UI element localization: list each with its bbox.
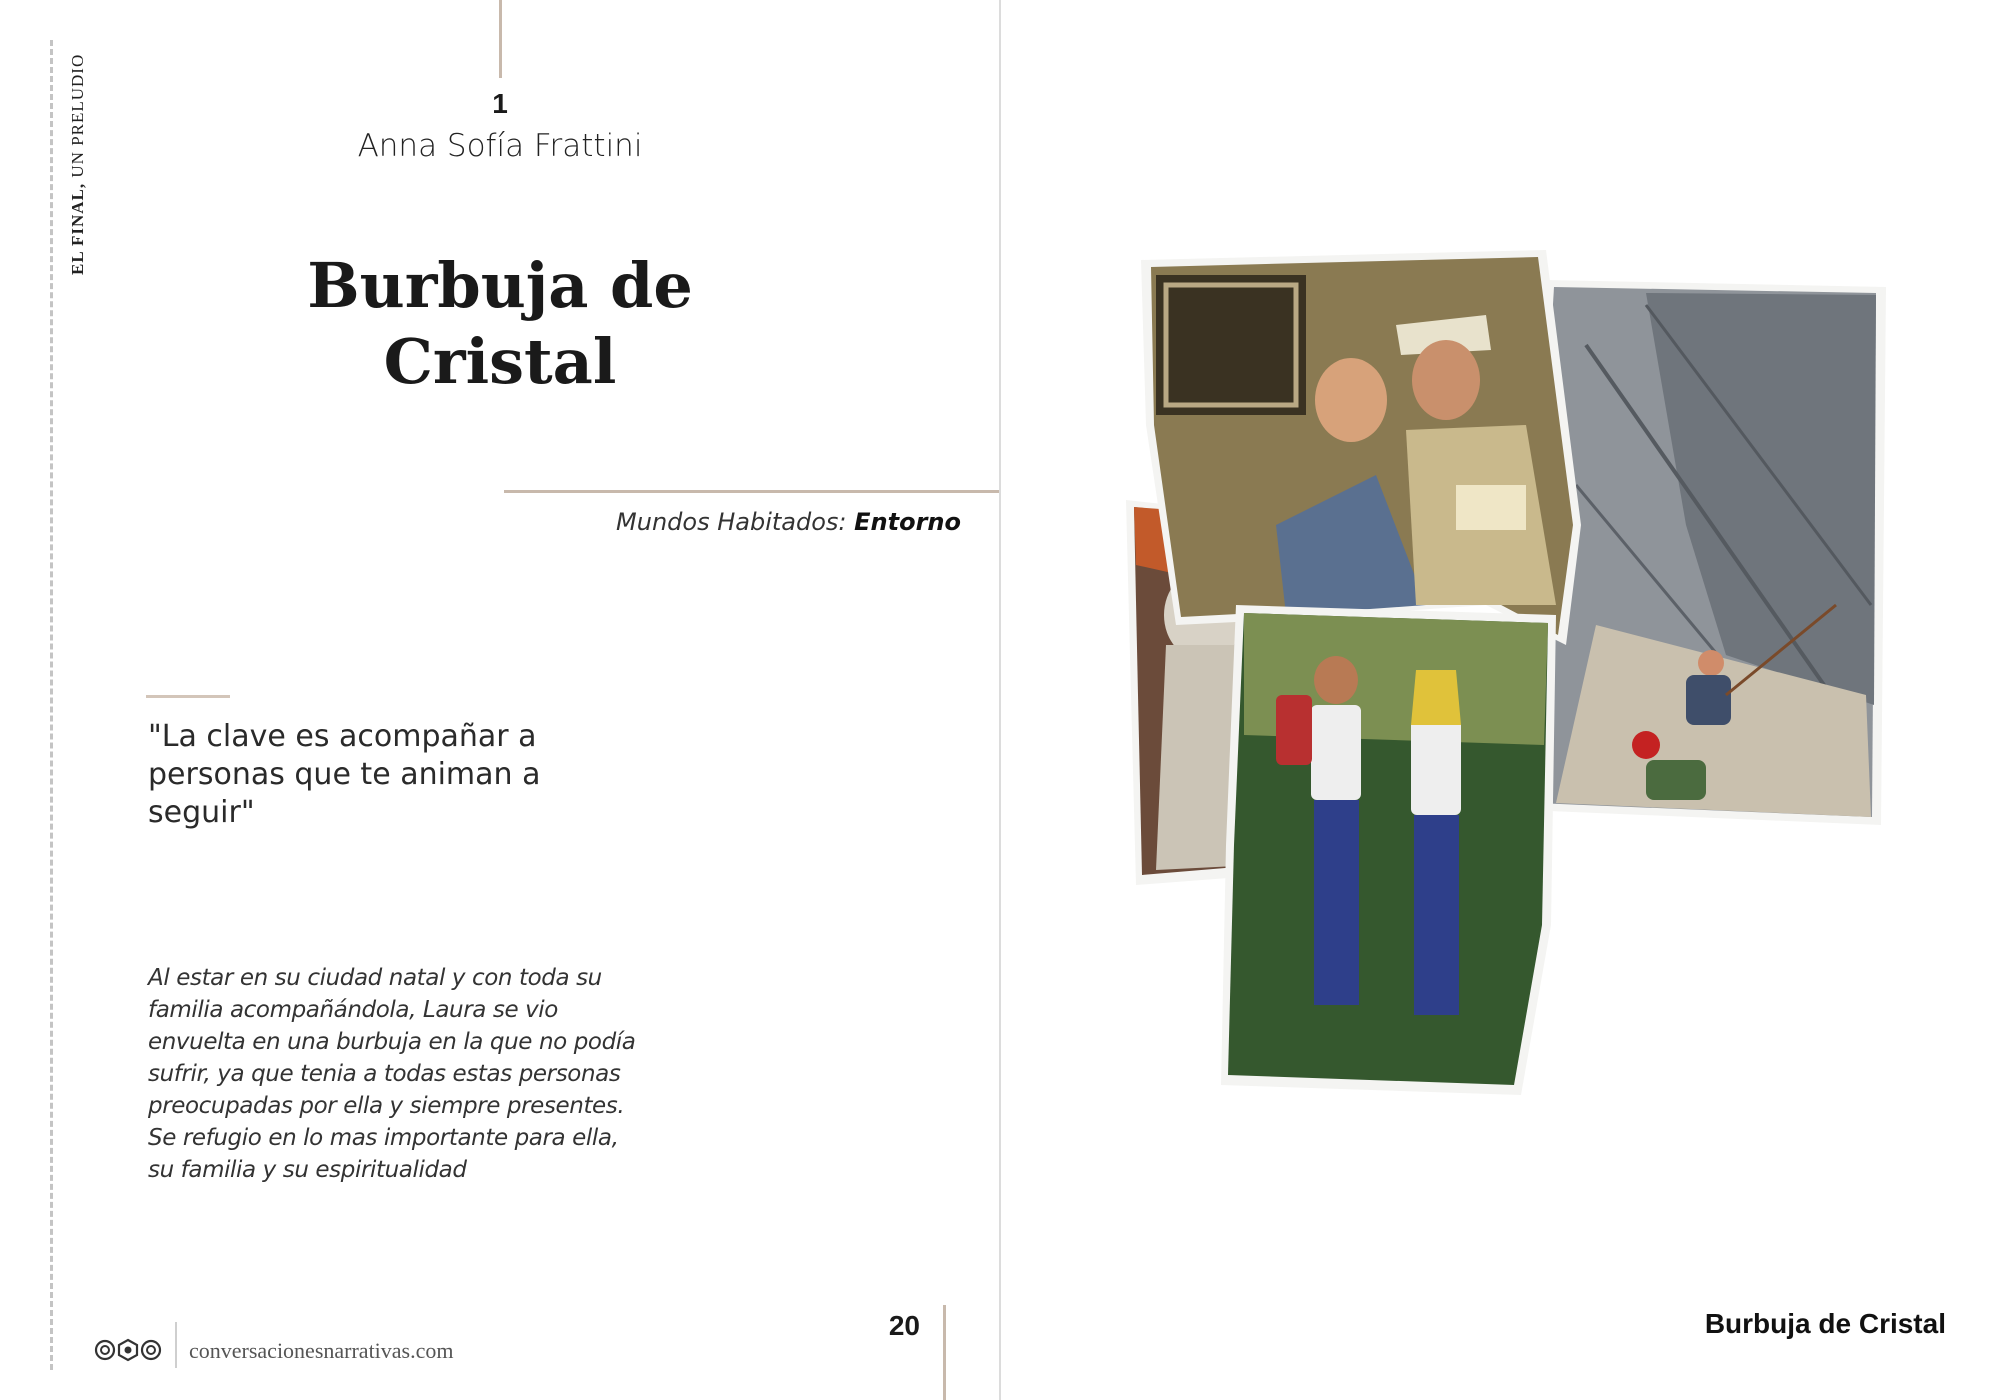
body-line: familia acompañándola, Laura se vio	[148, 997, 558, 1023]
right-page	[1001, 0, 2000, 1400]
running-head-bold: EL FINAL,	[68, 182, 87, 275]
bottom-vertical-rule	[943, 1305, 946, 1400]
body-line: envuelta en una burbuja en la que no podía	[148, 1029, 636, 1055]
body-line: Al estar en su ciudad natal y con toda su	[148, 965, 602, 991]
body-line: Se refugio en lo mas importante para ella,	[148, 1125, 619, 1151]
body-paragraph	[148, 962, 668, 1186]
section-prefix: Mundos Habitados:	[616, 508, 855, 536]
publisher-logo-icon	[94, 1337, 162, 1363]
running-head	[68, 54, 88, 275]
top-vertical-rule	[499, 0, 502, 78]
running-head-rest: UN PRELUDIO	[68, 53, 87, 183]
left-page	[0, 0, 999, 1400]
collage-piece-hikers	[1221, 605, 1556, 1095]
section-label	[616, 508, 961, 536]
body-line: sufrir, ya que tenia a todas estas personas	[148, 1061, 621, 1087]
body-line: su familia y su espiritualidad	[148, 1157, 467, 1183]
pull-quote	[148, 718, 608, 832]
page-number: 20	[888, 1310, 920, 1341]
chapter-number: 1	[492, 88, 508, 119]
chapter-title-line-1: Burbuja de	[307, 249, 693, 322]
chapter-title	[200, 248, 800, 400]
pull-quote-line: seguir"	[148, 795, 255, 830]
running-title: Burbuja de Cristal	[1704, 1308, 1946, 1339]
footer-url-link[interactable]: conversacionesnarrativas.com	[189, 1338, 454, 1363]
pull-quote-line: personas que te animan a	[148, 757, 541, 792]
body-line: preocupadas por ella y siempre presentes.	[148, 1093, 625, 1119]
collage-piece-officers	[1141, 250, 1581, 645]
chapter-title-line-2: Cristal	[383, 325, 617, 398]
collage-piece-wall	[1526, 280, 1886, 825]
quote-accent-rule	[146, 695, 230, 698]
section-name: Entorno	[854, 508, 961, 536]
pull-quote-line: "La clave es acompañar a	[148, 719, 537, 754]
footer-divider	[175, 1322, 177, 1368]
photo-collage-image	[1126, 225, 1886, 1115]
dotted-margin-line	[50, 40, 53, 1370]
section-divider-rule	[504, 490, 999, 493]
author-name: Anna Sofía Frattini	[357, 128, 643, 164]
